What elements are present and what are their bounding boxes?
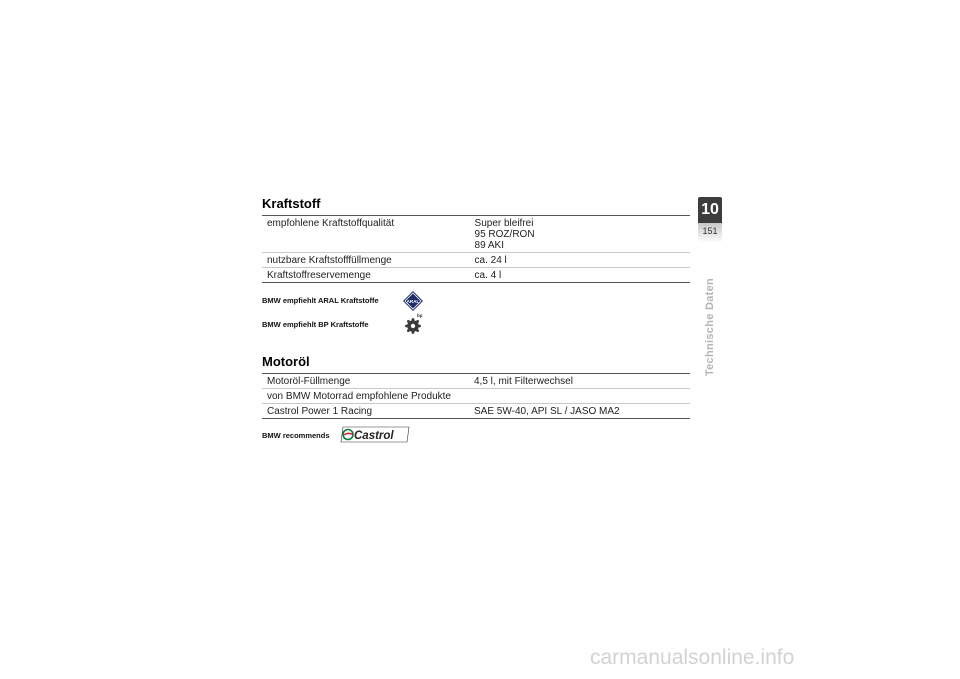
aral-text: BMW empfiehlt ARAL Kraftstoffe bbox=[262, 296, 379, 305]
castrol-logo-icon bbox=[340, 426, 410, 443]
chapter-tab bbox=[698, 197, 722, 243]
bp-logo-icon bbox=[404, 312, 424, 336]
fuel-quality-line: 95 ROZ/RON bbox=[474, 229, 535, 240]
chapter-number: 10 bbox=[698, 197, 722, 223]
oil-table bbox=[262, 373, 690, 419]
fuel-reserve-value: ca. 4 l bbox=[470, 268, 690, 283]
aral-logo-icon bbox=[402, 290, 424, 312]
oil-product-value: SAE 5W-40, API SL / JASO MA2 bbox=[469, 404, 690, 419]
table-row bbox=[262, 216, 690, 253]
table-row bbox=[262, 374, 690, 389]
oil-heading: Motoröl bbox=[262, 354, 310, 369]
bp-logo-text: bp bbox=[417, 313, 423, 318]
page-number: 151 bbox=[698, 223, 722, 243]
aral-logo-text: ARAL bbox=[406, 298, 420, 304]
fuel-capacity-label: nutzbare Kraftstofffüllmenge bbox=[262, 253, 470, 268]
chapter-title: Technische Daten bbox=[704, 277, 716, 377]
fuel-table bbox=[262, 215, 690, 283]
fuel-quality-label: empfohlene Kraftstoffqualität bbox=[267, 218, 395, 229]
table-row bbox=[262, 404, 690, 419]
bp-recommendation bbox=[262, 314, 690, 336]
castrol-recommendation bbox=[262, 426, 690, 444]
oil-product-label: Castrol Power 1 Racing bbox=[262, 404, 469, 419]
table-row bbox=[262, 253, 690, 268]
table-row bbox=[262, 268, 690, 283]
table-row bbox=[262, 389, 690, 404]
fuel-quality-line: 89 AKI bbox=[474, 240, 504, 251]
fuel-quality-line: Super bleifrei bbox=[474, 218, 534, 229]
fuel-heading: Kraftstoff bbox=[262, 196, 321, 211]
aral-recommendation bbox=[262, 290, 690, 312]
fuel-reserve-label: Kraftstoffreservemenge bbox=[262, 268, 470, 283]
castrol-logo-text: Castrol bbox=[354, 430, 394, 442]
fuel-quality-value bbox=[470, 216, 690, 253]
bp-text: BMW empfiehlt BP Kraftstoffe bbox=[262, 320, 369, 329]
castrol-text: BMW recommends bbox=[262, 431, 330, 440]
fuel-capacity-value: ca. 24 l bbox=[470, 253, 690, 268]
chapter-title-vertical bbox=[697, 272, 723, 382]
watermark: carmanualsonline.info bbox=[590, 646, 795, 669]
oil-capacity-label: Motoröl-Füllmenge bbox=[267, 376, 351, 387]
oil-recommended-products: von BMW Motorrad empfohlene Produkte bbox=[262, 389, 690, 404]
oil-capacity-value: 4,5 l, mit Filterwechsel bbox=[474, 376, 573, 387]
page-content bbox=[262, 196, 690, 444]
